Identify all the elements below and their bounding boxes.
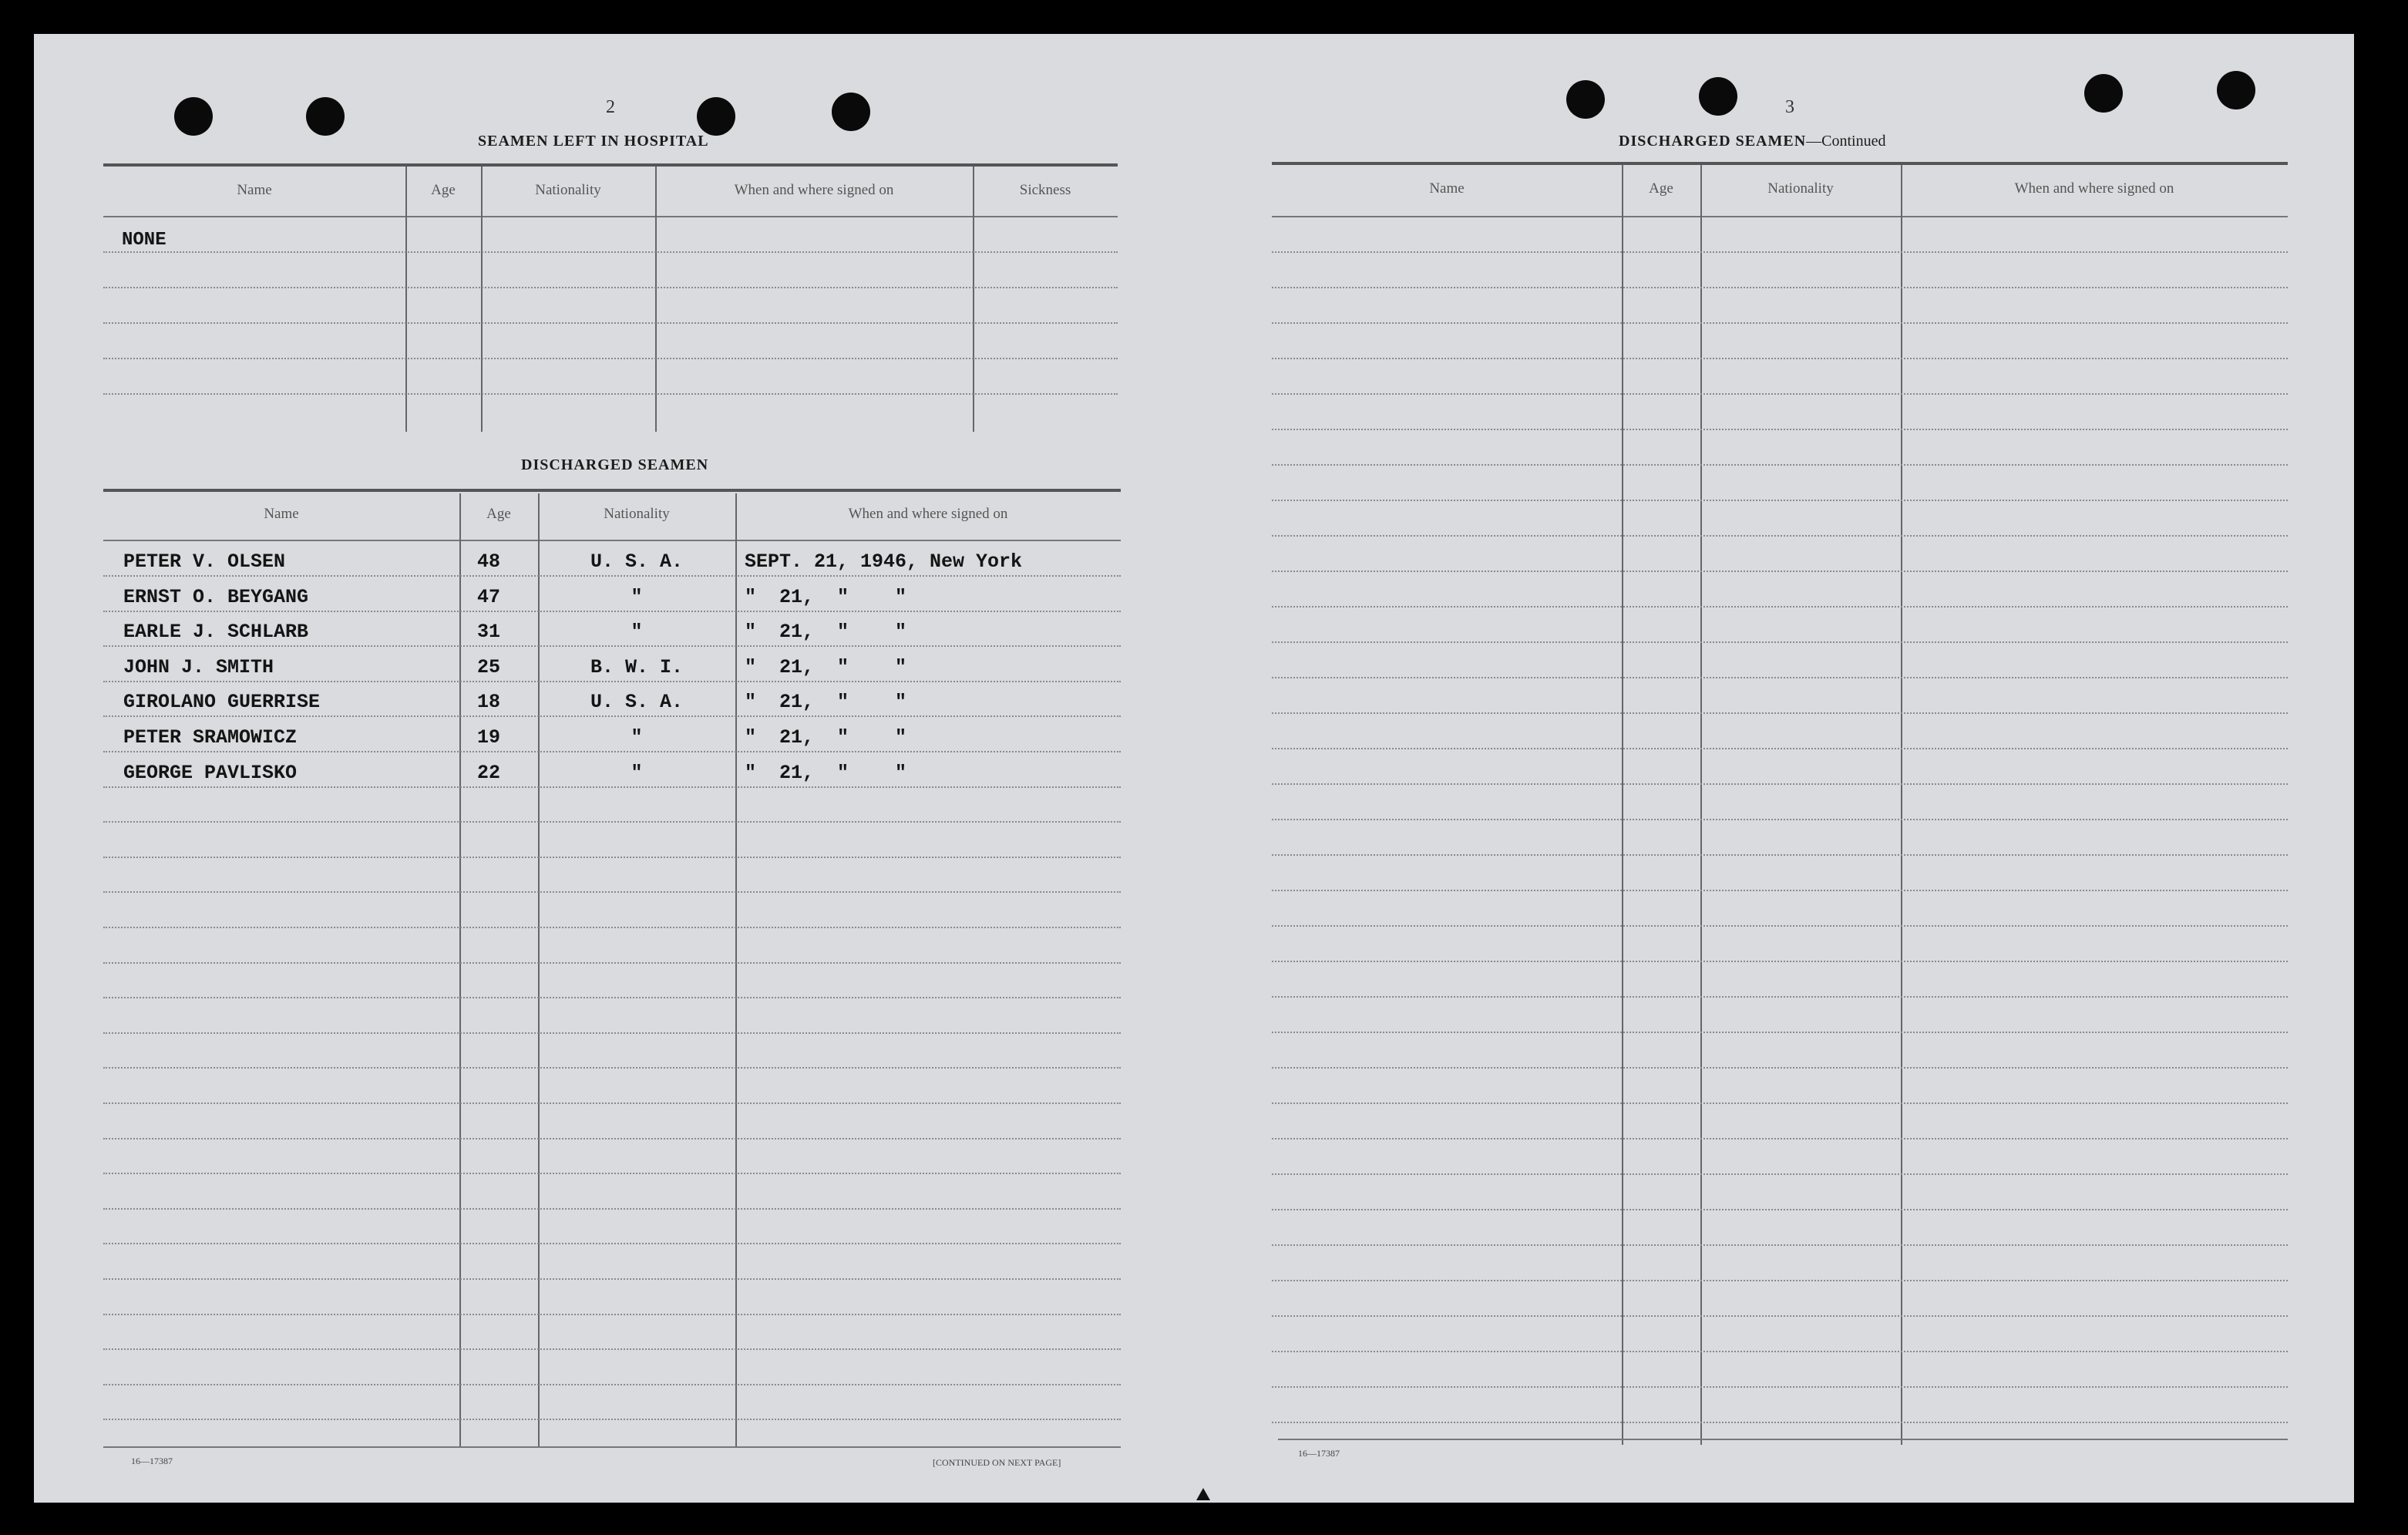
column-header: Age <box>431 182 456 198</box>
column-divider <box>1901 165 1902 1445</box>
rule <box>103 821 1121 823</box>
seaman-age: 19 <box>477 726 501 749</box>
column-divider <box>655 167 657 432</box>
rule <box>103 489 1121 492</box>
rule <box>103 1419 1121 1420</box>
rule <box>1272 961 2288 962</box>
rule <box>1272 1102 2288 1104</box>
punch-hole <box>2084 74 2123 113</box>
rule <box>1278 1439 2288 1440</box>
hospital-entry: NONE <box>122 230 166 251</box>
seaman-signed-on: " 21, " " <box>745 656 907 678</box>
rule <box>1272 1032 2288 1033</box>
rule <box>1272 1280 2288 1281</box>
column-divider <box>481 167 483 432</box>
column-header: Sickness <box>1019 182 1071 198</box>
rule <box>1272 1422 2288 1423</box>
seaman-signed-on: SEPT. 21, 1946, New York <box>745 550 1023 573</box>
rule <box>103 358 1118 359</box>
rule <box>1272 1244 2288 1246</box>
seaman-signed-on: " 21, " " <box>745 762 907 784</box>
column-header: Nationality <box>1767 180 1834 197</box>
column-divider <box>735 493 737 1446</box>
rule <box>1272 677 2288 678</box>
column-divider <box>459 493 461 1446</box>
seaman-nationality: " <box>631 586 643 608</box>
seaman-age: 22 <box>477 762 501 784</box>
rule <box>103 751 1121 752</box>
column-header: When and where signed on <box>734 182 894 198</box>
rule <box>103 927 1121 928</box>
column-divider <box>973 167 974 432</box>
rule <box>103 1243 1121 1244</box>
seaman-nationality: U. S. A. <box>590 550 684 573</box>
rule <box>1272 1351 2288 1352</box>
column-header: Age <box>486 506 511 522</box>
rule <box>103 1102 1121 1104</box>
seaman-nationality: " <box>631 621 643 643</box>
rule <box>1272 819 2288 820</box>
seaman-name: ERNST O. BEYGANG <box>123 586 309 608</box>
rule <box>1272 464 2288 466</box>
punch-hole <box>697 97 735 136</box>
discharged-section-title: DISCHARGED SEAMEN <box>521 456 709 473</box>
seaman-name: GEORGE PAVLISKO <box>123 762 298 784</box>
seaman-nationality: " <box>631 762 643 784</box>
seaman-age: 18 <box>477 691 501 713</box>
rule <box>103 786 1121 788</box>
column-divider <box>405 167 407 432</box>
seaman-nationality: B. W. I. <box>590 656 684 678</box>
punch-hole <box>174 97 213 136</box>
rule <box>103 1032 1121 1034</box>
rule <box>103 681 1121 682</box>
rule <box>1272 287 2288 288</box>
column-divider <box>1622 165 1623 1445</box>
title-suffix: —Continued <box>1806 133 1886 150</box>
rule <box>1272 571 2288 572</box>
rule <box>103 1446 1121 1448</box>
form-number: 16—17387 <box>1298 1448 1340 1459</box>
seaman-age: 48 <box>477 550 501 573</box>
rule <box>103 645 1121 647</box>
rule <box>1272 854 2288 856</box>
page-number: 2 <box>606 97 615 117</box>
continued-note: [CONTINUED ON NEXT PAGE] <box>933 1457 1061 1468</box>
rule <box>1272 783 2288 785</box>
column-header: When and where signed on <box>848 506 1008 522</box>
rule <box>1272 393 2288 395</box>
rule <box>103 393 1118 395</box>
seaman-nationality: " <box>631 726 643 749</box>
rule <box>103 163 1118 167</box>
rule <box>103 1138 1121 1139</box>
document-sheet <box>34 34 2354 1503</box>
rule <box>103 1067 1121 1069</box>
rule <box>103 997 1121 998</box>
rule <box>1272 712 2288 714</box>
seaman-name: PETER SRAMOWICZ <box>123 726 298 749</box>
rule <box>1272 1315 2288 1317</box>
rule <box>103 962 1121 964</box>
rule <box>1272 925 2288 927</box>
rule <box>103 1208 1121 1210</box>
rule <box>1272 162 2288 165</box>
column-header: Name <box>1429 180 1465 197</box>
rule <box>1272 1067 2288 1069</box>
column-header: Name <box>264 506 299 522</box>
seaman-signed-on: " 21, " " <box>745 586 907 608</box>
hospital-section-title: SEAMEN LEFT IN HOSPITAL <box>478 133 709 150</box>
punch-hole <box>306 97 345 136</box>
section-title: DISCHARGED SEAMEN <box>1619 133 1807 150</box>
rule <box>103 1348 1121 1350</box>
seaman-signed-on: " 21, " " <box>745 621 907 643</box>
rule <box>103 251 1118 253</box>
rule <box>103 287 1118 288</box>
seaman-age: 31 <box>477 621 501 643</box>
rule <box>103 216 1118 217</box>
rule <box>103 1173 1121 1174</box>
punch-hole <box>1566 80 1605 119</box>
rule <box>1272 429 2288 430</box>
seaman-name: EARLE J. SCHLARB <box>123 621 309 643</box>
rule <box>1272 890 2288 891</box>
rule <box>1272 322 2288 324</box>
rule <box>1272 358 2288 359</box>
seaman-name: JOHN J. SMITH <box>123 656 274 678</box>
rule <box>1272 251 2288 253</box>
seaman-signed-on: " 21, " " <box>745 726 907 749</box>
rule <box>1272 500 2288 501</box>
rule <box>103 891 1121 893</box>
rule <box>103 1314 1121 1315</box>
rule <box>103 611 1121 612</box>
rule <box>103 322 1118 324</box>
seaman-age: 47 <box>477 586 501 608</box>
rule <box>1272 641 2288 643</box>
page-fold-mark <box>1196 1488 1210 1500</box>
column-header: Age <box>1649 180 1673 197</box>
column-header: Name <box>237 182 272 198</box>
rule <box>1272 1138 2288 1139</box>
seaman-age: 25 <box>477 656 501 678</box>
rule <box>103 857 1121 858</box>
rule <box>1272 748 2288 749</box>
rule <box>1272 535 2288 537</box>
column-header: Nationality <box>535 182 601 198</box>
seaman-nationality: U. S. A. <box>590 691 684 713</box>
rule <box>103 1278 1121 1280</box>
page-number: 3 <box>1785 97 1794 117</box>
discharged-continued-title <box>1619 133 1886 150</box>
rule <box>103 715 1121 717</box>
column-header: Nationality <box>604 506 670 522</box>
form-number: 16—17387 <box>131 1456 173 1466</box>
rule <box>1272 1209 2288 1210</box>
seaman-name: PETER V. OLSEN <box>123 550 286 573</box>
seaman-name: GIROLANO GUERRISE <box>123 691 321 713</box>
rule <box>1272 606 2288 608</box>
seaman-signed-on: " 21, " " <box>745 691 907 713</box>
rule <box>1272 996 2288 998</box>
rule <box>103 540 1121 541</box>
rule <box>1272 1173 2288 1175</box>
punch-hole <box>1699 77 1737 116</box>
punch-hole <box>2217 71 2255 109</box>
column-divider <box>1700 165 1702 1445</box>
column-header: When and where signed on <box>2014 180 2174 197</box>
rule <box>1272 1386 2288 1388</box>
punch-hole <box>832 93 870 131</box>
rule <box>1272 216 2288 217</box>
rule <box>103 575 1121 577</box>
rule <box>103 1384 1121 1385</box>
